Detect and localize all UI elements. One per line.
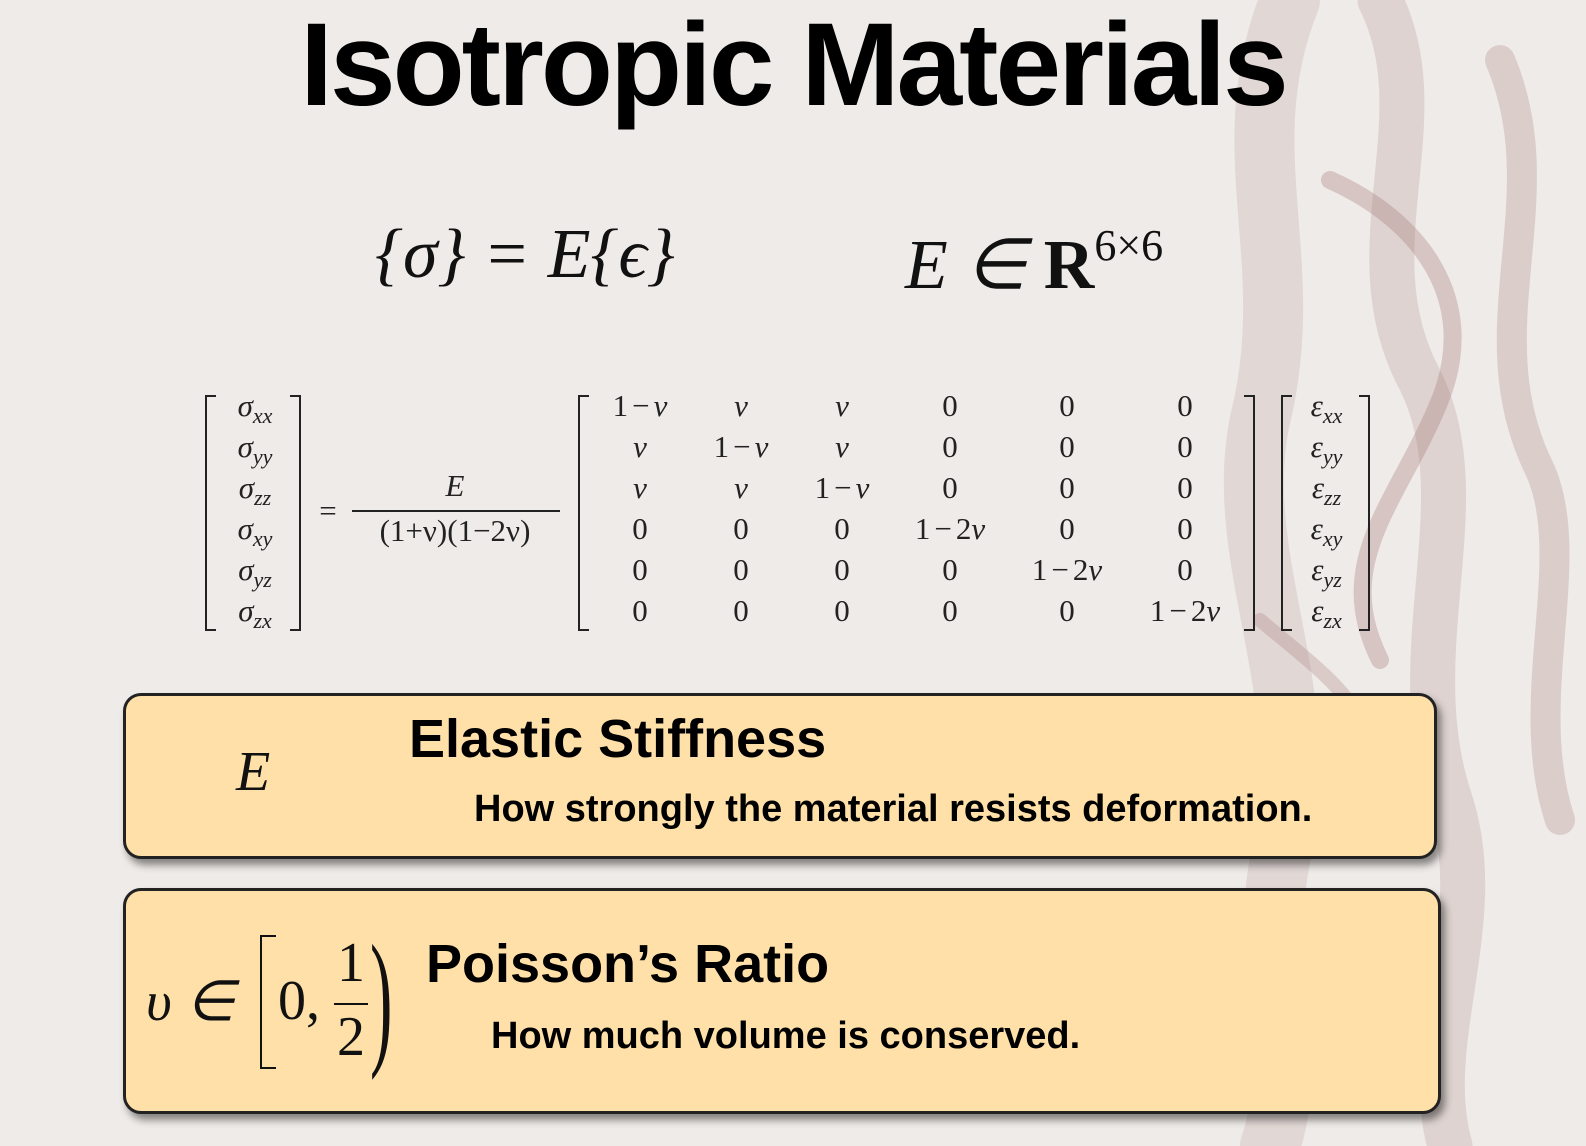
stiffness-entry: 0 (1059, 593, 1075, 628)
interval-lower-bound: 0, (278, 970, 320, 1032)
poissons-ratio-symbol: υ ∈ (146, 971, 235, 1033)
poissons-ratio-description: How much volume is conserved. (491, 1015, 1081, 1057)
stiffness-entry: ν (734, 470, 748, 505)
stiffness-entry: 0 (733, 552, 749, 587)
stiffness-entry: 0 (1177, 552, 1193, 587)
stiffness-entry: 0 (942, 593, 958, 628)
stress-component: $\sigma_{yz}$ (238, 552, 272, 593)
stiffness-entry: 0 (1177, 429, 1193, 464)
elastic-stiffness-box (123, 693, 1437, 859)
stiffness-space-base: E ∈ (905, 227, 1044, 304)
stiffness-entry: 0 (1059, 511, 1075, 546)
stiffness-entry: 0 (1177, 388, 1193, 423)
coefficient-numerator: E (445, 468, 465, 503)
elastic-stiffness-description: How strongly the material resists deformation. (474, 788, 1313, 830)
stress-vector-right-bracket (290, 395, 301, 631)
stiffness-entry: 0 (942, 429, 958, 464)
stiffness-entry: 1 − ν (713, 429, 769, 464)
interval-left-bracket (260, 935, 276, 1069)
stiffness-entry: 0 (1059, 470, 1075, 505)
strain-vector-left-bracket (1281, 395, 1292, 631)
stiffness-entry: 0 (834, 593, 850, 628)
stiffness-entry: 1 − 2ν (1031, 552, 1103, 587)
slide-title: Isotropic Materials (300, 0, 1286, 131)
stiffness-matrix-right-bracket (1244, 395, 1255, 631)
strain-component: $\varepsilon_{xy}$ (1310, 511, 1343, 552)
strain-component: $\varepsilon_{yy}$ (1310, 429, 1343, 470)
stiffness-entry: 0 (733, 593, 749, 628)
stress-component: $\sigma_{xy}$ (237, 511, 273, 552)
poissons-ratio-box (123, 888, 1441, 1114)
constitutive-equation: {σ} = E{ϵ} (375, 216, 675, 293)
stiffness-entry: 1 − ν (612, 388, 668, 423)
stiffness-entry: 0 (632, 511, 648, 546)
interval-fraction-denominator: 2 (337, 1006, 365, 1068)
stiffness-entry: 0 (834, 552, 850, 587)
stiffness-entry: ν (633, 470, 647, 505)
stiffness-entry: 0 (632, 593, 648, 628)
stiffness-entry: 0 (632, 552, 648, 587)
stiffness-entry: 0 (1059, 429, 1075, 464)
stress-component: $\sigma_{zx}$ (238, 593, 272, 634)
interval-fraction-numerator: 1 (337, 932, 365, 994)
stiffness-entry: ν (633, 429, 647, 464)
elastic-stiffness-title: Elastic Stiffness (409, 709, 827, 769)
stiffness-entry: 1 − ν (814, 470, 870, 505)
stress-vector-left-bracket (205, 395, 216, 631)
strain-vector-right-bracket (1359, 395, 1370, 631)
stress-component: $\sigma_{zz}$ (238, 470, 272, 511)
stiffness-entry: 0 (942, 470, 958, 505)
real-numbers-symbol: R (1043, 227, 1095, 304)
stiffness-entry: 0 (1059, 388, 1075, 423)
coefficient-denominator: (1+ν)(1−2ν) (379, 513, 531, 548)
stiffness-entry: ν (835, 429, 849, 464)
dimension-exponent: 6×6 (1094, 221, 1164, 270)
fraction-bar (352, 510, 560, 512)
stiffness-entry: 1 − 2ν (1149, 593, 1221, 628)
strain-component: $\varepsilon_{zx}$ (1311, 593, 1342, 634)
stiffness-entry: 0 (834, 511, 850, 546)
stiffness-entry: 0 (1177, 470, 1193, 505)
interval-right-paren: ) (370, 915, 393, 1081)
elastic-stiffness-symbol: E (236, 741, 271, 803)
stiffness-entry: 0 (1177, 511, 1193, 546)
strain-component: $\varepsilon_{zz}$ (1311, 470, 1342, 511)
stiffness-entry: 1 − 2ν (914, 511, 986, 546)
stiffness-entry: 0 (733, 511, 749, 546)
equals-sign: = (319, 493, 337, 528)
strain-component: $\varepsilon_{yz}$ (1311, 552, 1342, 593)
stiffness-entry: 0 (942, 552, 958, 587)
poissons-ratio-title: Poisson’s Ratio (426, 934, 830, 994)
stiffness-entry: ν (734, 388, 748, 423)
stress-component: $\sigma_{xx}$ (237, 388, 273, 429)
stress-component: $\sigma_{yy}$ (237, 429, 273, 470)
strain-component: $\varepsilon_{xx}$ (1310, 388, 1343, 429)
stiffness-entry: 0 (942, 388, 958, 423)
stiffness-entry: ν (835, 388, 849, 423)
